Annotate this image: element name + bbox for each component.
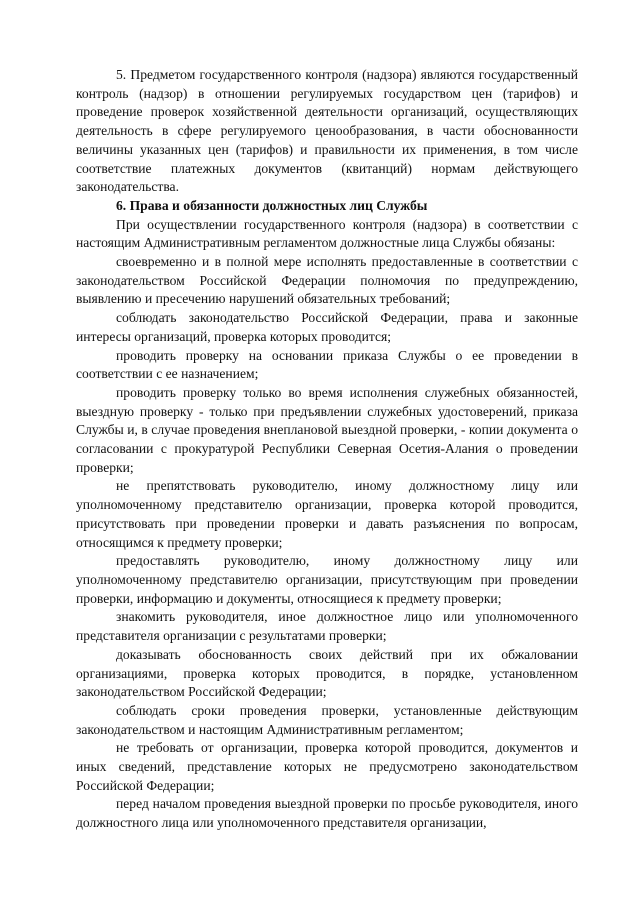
duty-item: предоставлять руководителю, иному должностному лицу или уполномоченному представителю организации, присутствующим при проведении проверки, информацию и документы, относящиеся к предмету проверки;: [76, 553, 578, 606]
duty-item: доказывать обоснованность своих действий при их обжаловании организациями, проверка которых проводится, в порядке, установленном законодательством Российской Федерации;: [76, 646, 578, 700]
duty-item: не препятствовать руководителю, иному должностному лицу или уполномоченному представителю организации, проверка которой проводится, присутствовать при проведении проверки и давать разъяснения по вопросам, относящимся к предмету проверки;: [76, 478, 578, 550]
section-6-heading: 6. Права и обязанности должностных лиц Службы: [116, 197, 428, 213]
duties-intro: При осуществлении государственного контроля (надзора) в соответствии с настоящим Административным регламентом должностные лица Службы обязаны:: [76, 216, 578, 251]
duty-item: знакомить руководителя, иное должностное лицо или уполномоченного представителя организации с результатами проверки;: [76, 609, 578, 644]
paragraph-5: 5. Предметом государственного контроля (надзора) являются государственный контроль (надзор) в отношении регулируемых государством цен (тарифов) и проведение проверок хозяйственной деятельности организаций, осуществляющих деятельность в сфере регулируемого ценообразования, в части обоснованности величины указанных цен (тарифов) и правильности их применения, в том числе соответствие платежных документов (квитанций) нормам действующего законодательства.: [76, 67, 578, 195]
duty-item: не требовать от организации, проверка которой проводится, документов и иных сведений, представление которых не предусмотрено законодательством Российской Федерации;: [76, 740, 578, 793]
duty-item: проводить проверку только во время исполнения служебных обязанностей, выездную проверку - только при предъявлении служебных удостоверений, приказа Службы и, в случае проведения внеплановой выездной проверки, - копии документа о согласовании с прокуратурой Республики Северная Осетия-Алания о проведении проверки;: [76, 384, 578, 475]
document-page: [76, 66, 578, 833]
duty-item: соблюдать сроки проведения проверки, установленные действующим законодательством и настоящим Административным регламентом;: [76, 702, 578, 737]
duty-item: соблюдать законодательство Российской Федерации, права и законные интересы организаций, проверка которых проводится;: [76, 310, 578, 344]
duty-item: перед началом проведения выездной проверки по просьбе руководителя, иного должностного лица или уполномоченного представителя организации,: [76, 796, 578, 831]
duty-item: проводить проверку на основании приказа Службы о ее проведении в соответствии с ее назначением;: [76, 347, 578, 382]
duty-item: своевременно и в полной мере исполнять предоставленные в соответствии с законодательством Российской Федерации полномочия по предупреждению, выявлению и пресечению нарушений обязательных требований;: [76, 254, 578, 307]
